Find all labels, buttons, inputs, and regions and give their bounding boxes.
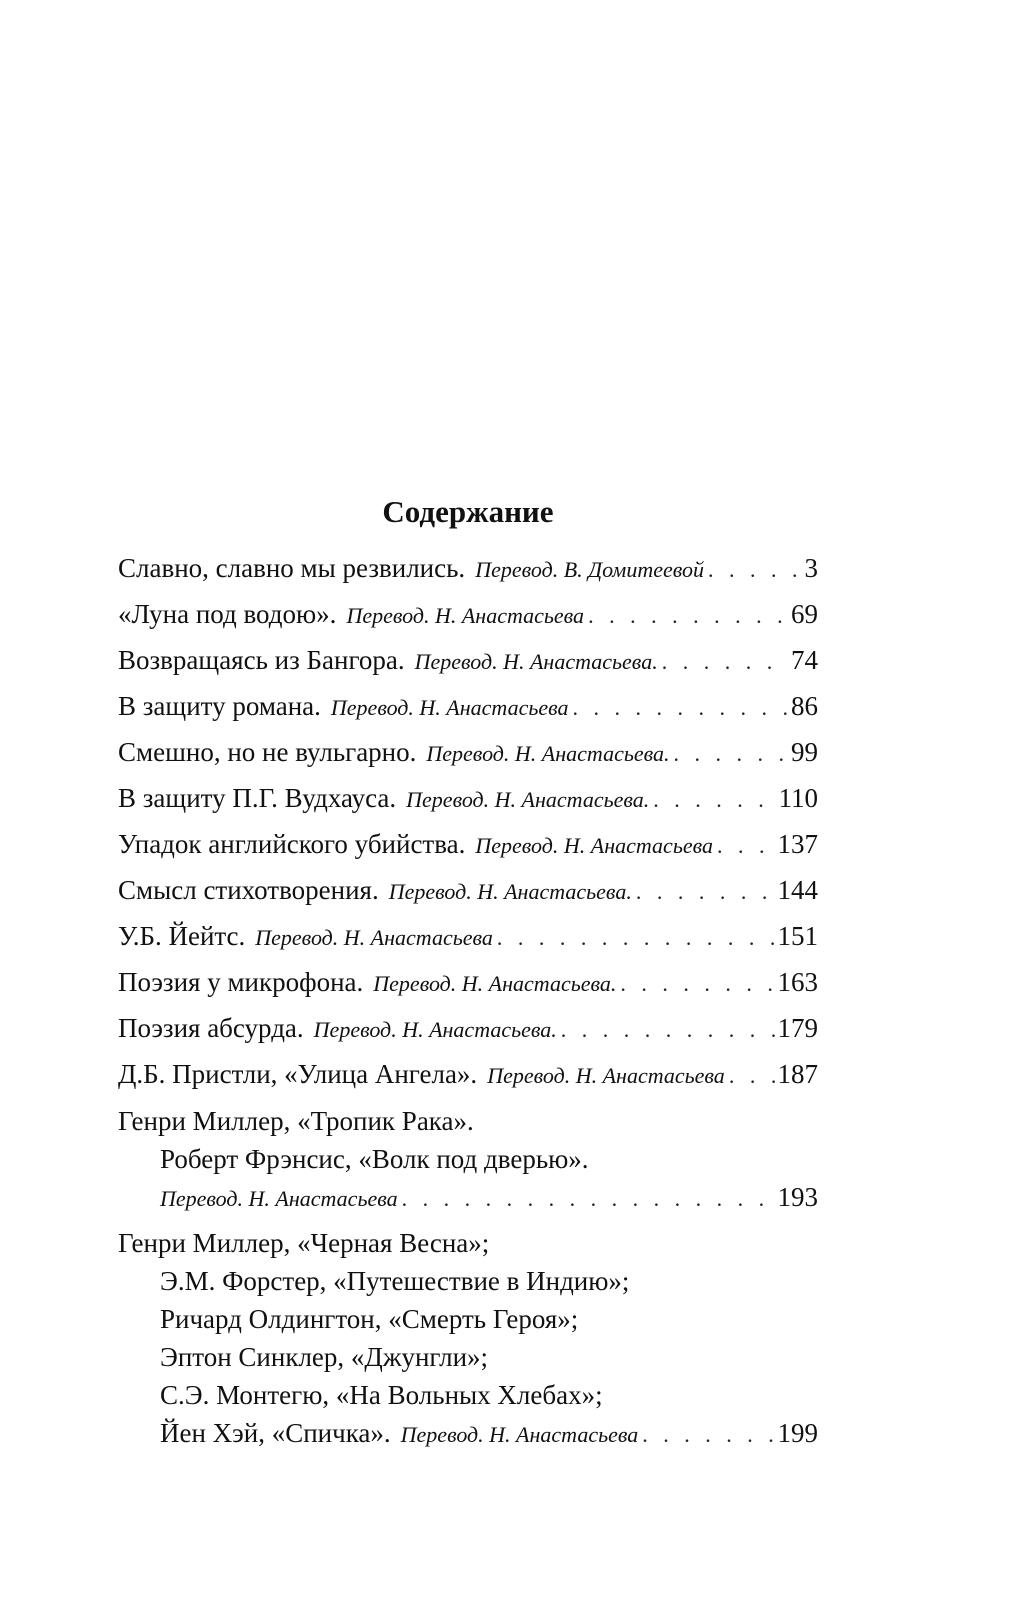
entry-page: 187 <box>777 1059 818 1089</box>
toc-heading: Содержание <box>382 494 554 529</box>
entry-title: Славно, славно мы резвились. <box>118 553 466 583</box>
entry-page: 69 <box>791 599 818 629</box>
entry-title-continued: Эптон Синклер, «Джунгли»; <box>160 1342 489 1372</box>
entry-page: 74 <box>791 645 818 675</box>
toc-entry-miller-1 <box>118 1102 818 1218</box>
entry-translator: Перевод. Н. Анастасьева. <box>313 1017 557 1042</box>
toc-entry <box>118 868 818 914</box>
dot-leader <box>573 686 789 730</box>
entry-page: 3 <box>804 553 818 583</box>
dot-leader <box>717 824 776 868</box>
dot-leader <box>561 1008 776 1052</box>
entry-title: В защиту романа. <box>118 691 321 721</box>
toc-entry <box>118 1006 818 1052</box>
entry-title-continued: Роберт Фрэнсис, «Волк под дверью». <box>160 1144 589 1174</box>
entry-page: 110 <box>778 783 818 813</box>
toc-entry <box>118 592 818 638</box>
entry-translator: Перевод. Н. Анастасьева. <box>373 971 617 996</box>
entry-page: 86 <box>791 691 818 721</box>
dot-leader <box>497 916 776 960</box>
entry-page: 163 <box>777 967 818 997</box>
toc-entry <box>118 960 818 1006</box>
dot-leader <box>708 548 802 592</box>
toc-entry <box>118 638 818 684</box>
toc-entry <box>118 730 818 776</box>
entry-title: Поэзия у микрофона. <box>118 967 364 997</box>
entry-translator: Перевод. Н. Анастасьева <box>255 925 493 950</box>
entry-translator: Перевод. Н. Анастасьева. <box>426 741 670 766</box>
dot-leader <box>653 778 776 822</box>
entry-translator: Перевод. Н. Анастасьева <box>330 695 569 720</box>
entry-translator: Перевод. Н. Анастасьева. <box>388 879 632 904</box>
entry-title: Возвращаясь из Бангора. <box>118 645 405 675</box>
entry-title-continued: Ричард Олдингтон, «Смерть Героя»; <box>160 1304 579 1334</box>
toc-entry <box>118 822 818 868</box>
dot-leader <box>620 962 775 1006</box>
dot-leader <box>674 732 789 776</box>
entry-title: В защиту П.Г. Вудхауса. <box>118 783 397 813</box>
entry-translator: Перевод. В. Домитеевой <box>475 557 705 582</box>
entry-translator: Перевод. Н. Анастасьева <box>475 833 713 858</box>
dot-leader <box>642 1416 775 1454</box>
dot-leader <box>662 640 789 684</box>
entry-page: 144 <box>777 875 818 905</box>
entry-translator: Перевод. Н. Анастасьева <box>346 603 585 628</box>
entry-page: 151 <box>777 921 818 951</box>
dot-leader <box>402 1180 776 1218</box>
entry-title-continued: Йен Хэй, «Спичка». <box>160 1418 391 1448</box>
entry-title: «Луна под водою». <box>118 599 337 629</box>
toc-entry-miller-2 <box>118 1224 818 1454</box>
entry-title: Упадок английского убийства. <box>118 829 466 859</box>
entry-title: Смысл стихотворения. <box>118 875 379 905</box>
toc-entry <box>118 914 818 960</box>
entry-title: Смешно, но не вульгарно. <box>118 737 417 767</box>
entry-title: Д.Б. Пристли, «Улица Ангела». <box>118 1059 478 1089</box>
entry-title: У.Б. Йейтс. <box>118 921 246 951</box>
entry-translator: Перевод. Н. Анастасьева <box>400 1422 639 1447</box>
entry-translator: Перевод. Н. Анастасьева. <box>414 649 658 674</box>
entry-title-continued: Э.М. Форстер, «Путешествие в Индию»; <box>160 1266 630 1296</box>
entry-page: 193 <box>777 1182 818 1212</box>
entry-title: Генри Миллер, «Черная Весна»; <box>118 1228 490 1258</box>
toc-entry <box>118 776 818 822</box>
entry-page: 179 <box>777 1013 818 1043</box>
entry-translator: Перевод. Н. Анастасьева <box>160 1186 398 1211</box>
toc-entry <box>118 684 818 730</box>
entry-translator: Перевод. Н. Анастасьева <box>487 1063 725 1088</box>
entry-translator: Перевод. Н. Анастасьева. <box>406 787 650 812</box>
dot-leader <box>729 1054 776 1098</box>
entry-title-continued: С.Э. Монтегю, «На Вольных Хлебах»; <box>160 1380 603 1410</box>
entry-page: 199 <box>777 1418 818 1448</box>
table-of-contents <box>118 492 818 1460</box>
dot-leader <box>588 594 789 638</box>
entry-page: 137 <box>777 829 818 859</box>
toc-entry <box>118 1052 818 1098</box>
dot-leader <box>636 870 776 914</box>
toc-entry <box>118 546 818 592</box>
entry-title: Поэзия абсурда. <box>118 1013 304 1043</box>
entry-title: Генри Миллер, «Тропик Рака». <box>118 1106 474 1136</box>
entry-page: 99 <box>791 737 818 767</box>
